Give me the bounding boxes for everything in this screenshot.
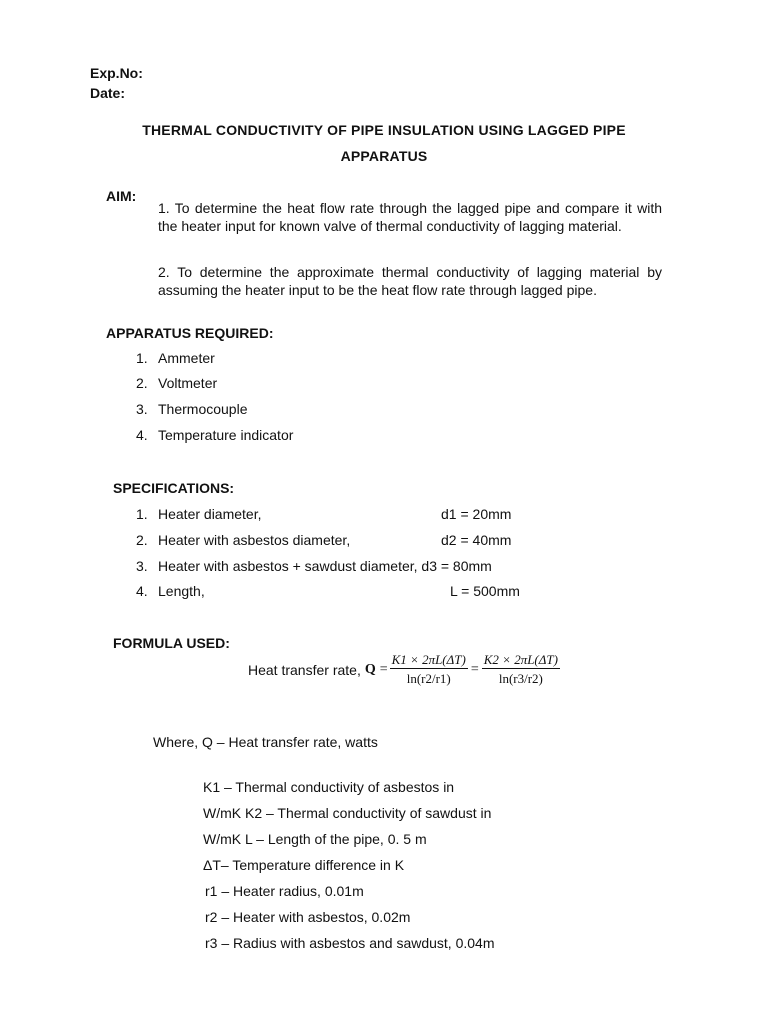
specifications-heading: SPECIFICATIONS: [113,480,235,496]
date-label: Date: [90,85,126,101]
spec-value: L = 500mm [450,583,520,599]
apparatus-item: 4. Temperature indicator [136,427,294,443]
page-title: THERMAL CONDUCTIVITY OF PIPE INSULATION USING LAGGED PIPE [142,122,626,138]
where-line: r2 – Heater with asbestos, 0.02m [205,909,411,925]
where-line: W/mK K2 – Thermal conductivity of sawdust in [203,805,492,821]
where-intro: Where, Q – Heat transfer rate, watts [153,734,378,750]
formula-fraction-1: $\frac{K1 \times 2\pi L(\Delta T)}{\ln(r2/r1)}$ [391,652,466,686]
apparatus-item: 2. Voltmeter [136,375,218,391]
apparatus-heading: APPARATUS REQUIRED: [106,325,274,341]
where-line: W/mK L – Length of the pipe, 0. 5 m [203,831,427,847]
apparatus-item: 1. Ammeter [136,350,215,366]
spec-value: d2 = 40mm [441,532,512,548]
apparatus-item: 3. Thermocouple [136,401,248,417]
spec-item: 3. Heater with asbestos + sawdust diameter, d3 = 80mm [136,558,492,574]
aim-heading: AIM: [106,188,137,204]
spec-item: 1. Heater diameter, [136,506,262,522]
formula-fraction-2: $\frac{K2 \times 2\pi L(\Delta T)}{\ln(r3/r2)}$ [483,652,558,686]
formula-heading: FORMULA USED: [113,635,230,651]
spec-value: d1 = 20mm [441,506,512,522]
where-line: r3 – Radius with asbestos and sawdust, 0.04m [205,935,495,951]
spec-item: 2. Heater with asbestos diameter, [136,532,351,548]
spec-item: 4. Length, [136,583,205,599]
exp-no-label: Exp.No: [90,65,143,81]
where-line: K1 – Thermal conductivity of asbestos in [203,779,455,795]
formula-lhs: Q [364,661,376,677]
formula-equation: Heat transfer rate, Q = $\frac{K1 \times 2\pi L(\Delta T)}{\ln(r2/r1)}$ = $\frac{K2 \times 2\pi L(\Delta T)}{\ln(r3/r2)}$ [248,652,558,686]
page-title-line2: APPARATUS [340,148,428,164]
where-line: r1 – Heater radius, 0.01m [205,883,364,899]
aim-paragraph-1: 1. To determine the heat flow rate through the lagged pipe and compare it with the heater input for known valve of thermal conductivity of lagging material. [158,200,662,234]
aim-paragraph-2: 2. To determine the approximate thermal conductivity of lagging material by assuming the heater input to be the heat flow rate through lagged pipe. [158,264,662,298]
formula-label: Heat transfer rate, [248,661,361,678]
where-line: ΔT– Temperature difference in K [203,857,405,873]
